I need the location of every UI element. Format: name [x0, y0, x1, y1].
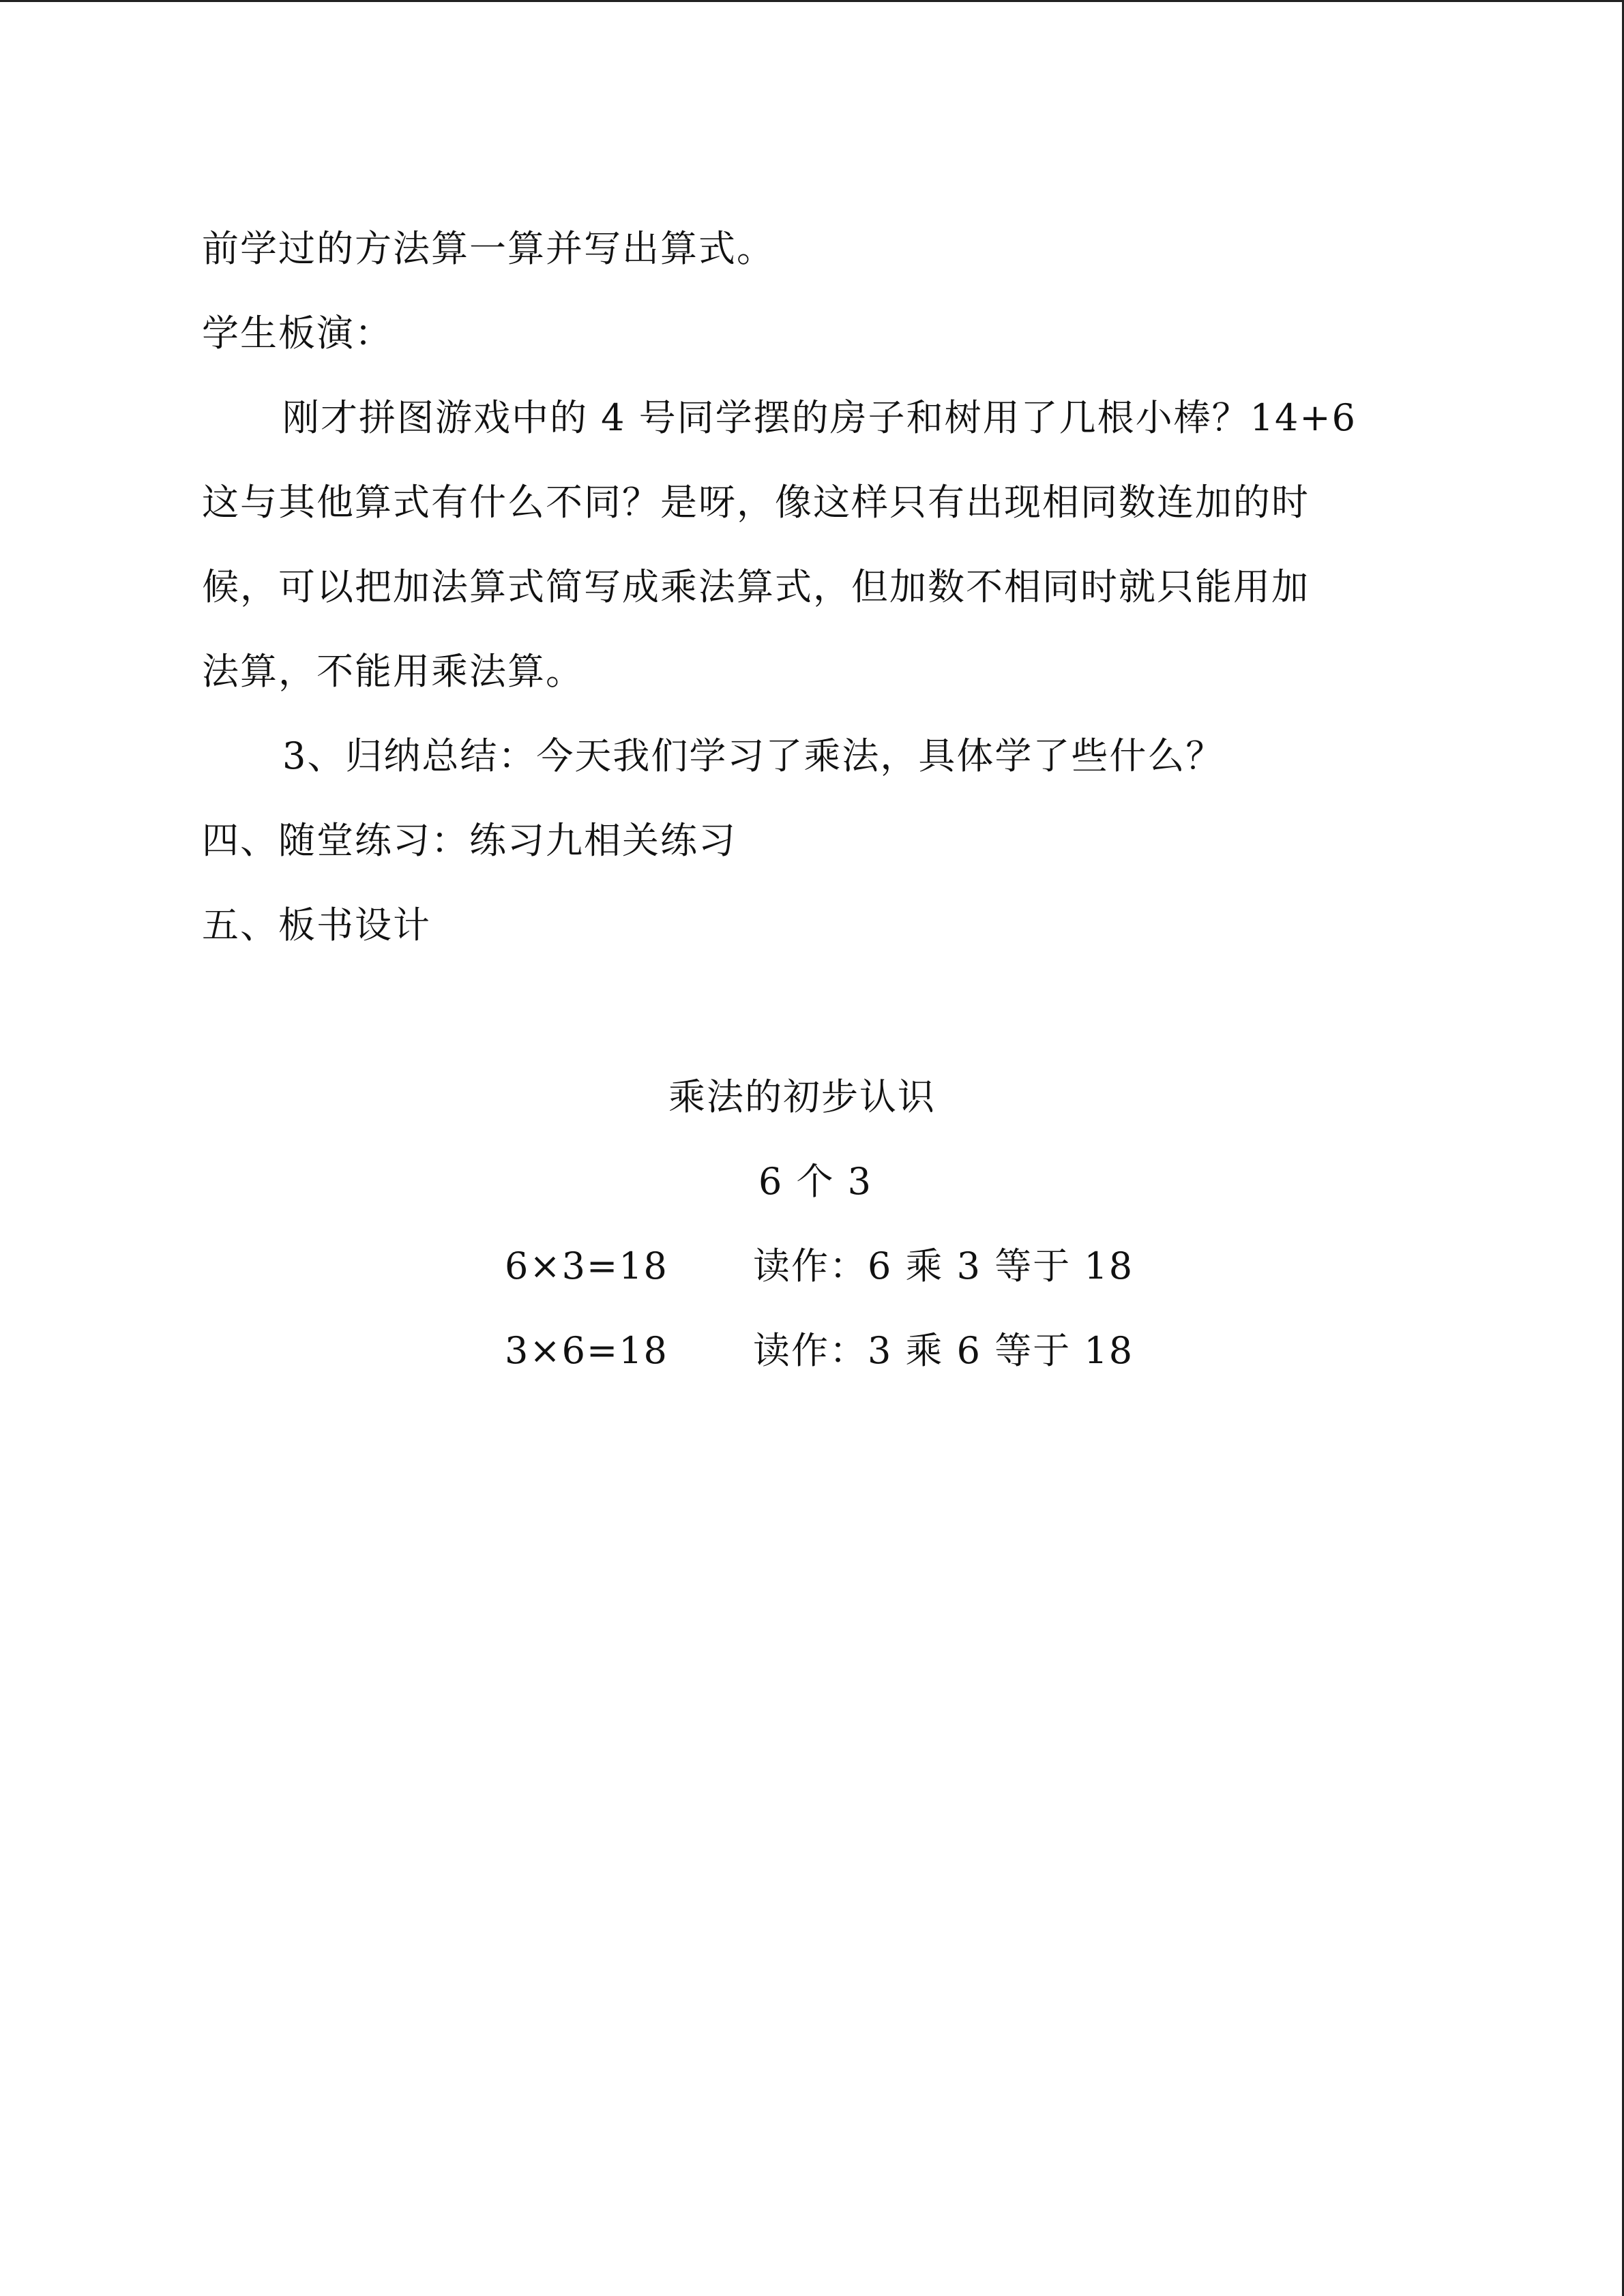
- blackboard-subtitle: 6 个 3: [758, 1160, 873, 1203]
- body-line: 3、归纳总结：今天我们学习了乘法，具体学了些什么？: [282, 734, 1224, 777]
- section-heading: 四、随堂练习：练习九相关练习: [202, 819, 737, 862]
- equation-reading: 读作：6 乘 3 等于 18: [753, 1244, 1134, 1287]
- section-heading: 五、板书设计: [202, 904, 431, 946]
- equation: 3×6=18: [505, 1329, 668, 1372]
- body-line: 这与其他算式有什么不同？是呀，像这样只有出现相同数连加的时: [202, 481, 1310, 524]
- body-line: 刚才拼图游戏中的 4 号同学摆的房子和树用了几根小棒？14+6: [282, 396, 1357, 439]
- body-line: 法算，不能用乘法算。: [202, 650, 584, 693]
- body-line: 学生板演：: [202, 312, 393, 355]
- body-line: 候，可以把加法算式简写成乘法算式，但加数不相同时就只能用加: [202, 565, 1310, 608]
- blackboard-title: 乘法的初步认识: [668, 1075, 936, 1118]
- equation: 6×3=18: [505, 1244, 668, 1287]
- body-line: 前学过的方法算一算并写出算式。: [202, 227, 775, 270]
- equation-reading: 读作：3 乘 6 等于 18: [753, 1329, 1134, 1372]
